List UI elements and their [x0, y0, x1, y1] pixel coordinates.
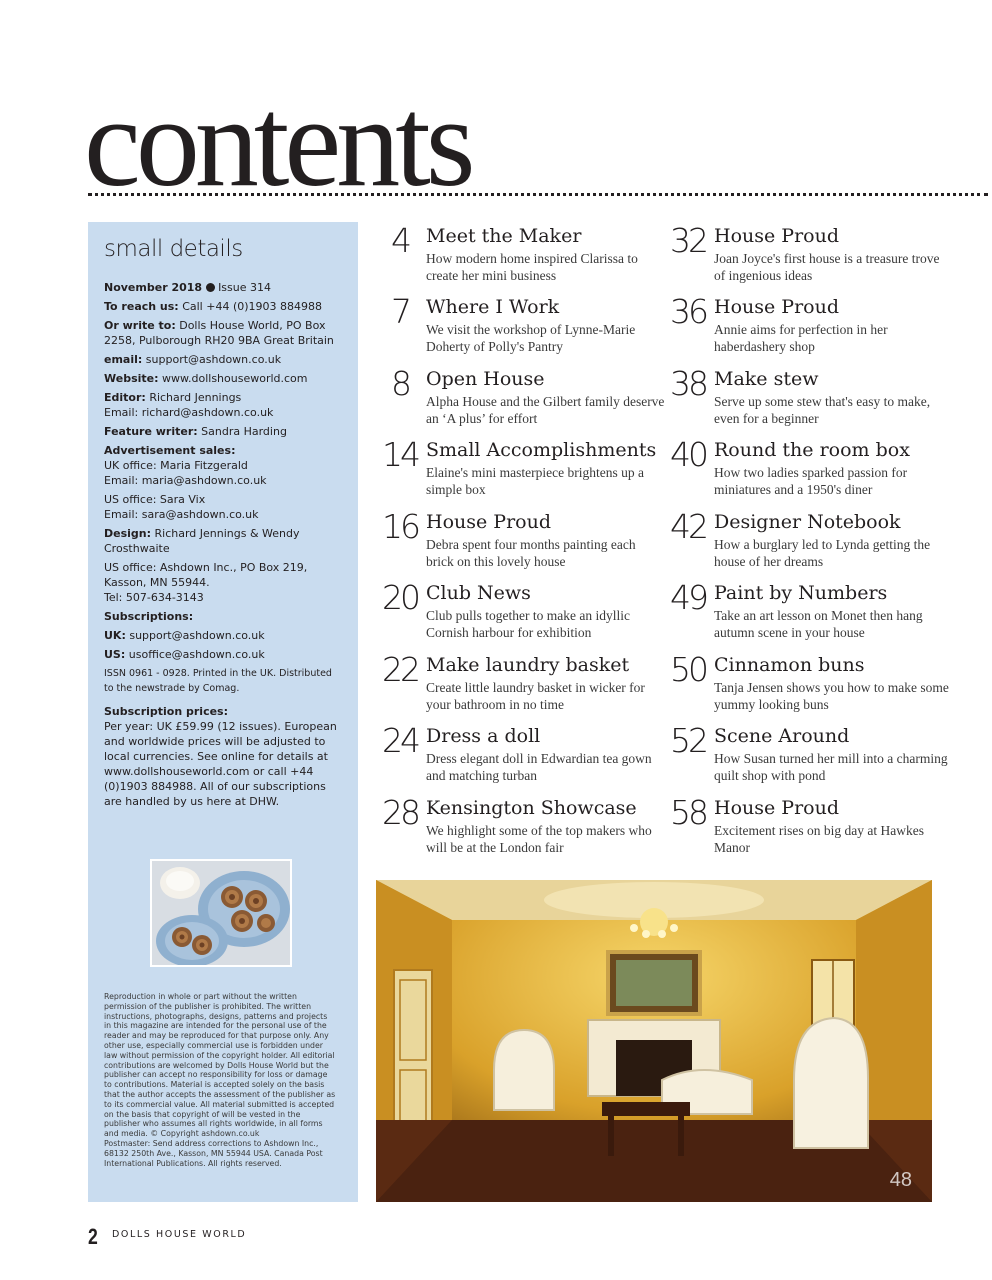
feature-line: [104, 424, 344, 439]
sidebar-details: [104, 280, 344, 813]
buns-illustration: [152, 861, 292, 967]
subs-heading: [104, 609, 344, 624]
contents-entry[interactable]: [664, 435, 954, 504]
contents-entry[interactable]: [376, 292, 666, 361]
design-line: [104, 526, 344, 556]
feature-writer: Sandra Harding: [201, 425, 287, 438]
design-label: Design:: [104, 527, 152, 540]
small-details-panel: [88, 222, 358, 1202]
contents-entry[interactable]: [376, 650, 666, 719]
reach-label: To reach us:: [104, 300, 179, 313]
entry-title[interactable]: Meet the Maker: [426, 225, 582, 247]
subs-us-email[interactable]: usoffice@ashdown.co.uk: [128, 648, 265, 661]
subs-us-line: [104, 647, 344, 662]
issn-line: [104, 666, 344, 696]
entry-description: Serve up some stew that's easy to make, even for a beginner: [714, 394, 931, 426]
bullet-icon: [206, 283, 215, 292]
feature-label: Feature writer:: [104, 425, 198, 438]
entry-description: Dress elegant doll in Edwardian tea gown and matching turban: [426, 751, 652, 783]
contents-entry[interactable]: [376, 793, 666, 862]
contents-entry[interactable]: [376, 364, 666, 433]
us-address: US office: Ashdown Inc., PO Box 219, Kasson, MN 55944.: [104, 561, 308, 589]
entry-page-number: 28: [382, 793, 418, 832]
per-year-label: Per year:: [104, 720, 154, 733]
postmaster-text: Postmaster: Send address corrections to Ashdown Inc., 68132 250th Ave., Kasson, MN 55944 USA. Canada Post International Publications. All rights reserved.: [104, 1138, 323, 1168]
entry-page-number: 36: [670, 292, 706, 331]
uk-email[interactable]: Email: maria@ashdown.co.uk: [104, 474, 267, 487]
write-label: Or write to:: [104, 319, 176, 332]
subs-uk-email[interactable]: support@ashdown.co.uk: [129, 629, 265, 642]
editor-label: Editor:: [104, 391, 146, 404]
entry-description: Take an art lesson on Monet then hang autumn scene in your house: [714, 608, 923, 640]
us-office: US office: Sara Vix: [104, 493, 206, 506]
magazine-name: DOLLS HOUSE WORLD: [112, 1229, 247, 1240]
postal-address: Dolls House World, PO Box 2258, Pulborough RH20 9BA Great Britain: [104, 319, 334, 347]
entry-page-number: 16: [382, 507, 418, 546]
entry-description: How two ladies sparked passion for miniatures and a 1950's diner: [714, 465, 908, 497]
entry-page-number: 22: [382, 650, 418, 689]
entry-description: We highlight some of the top makers who will be at the London fair: [426, 823, 652, 855]
entry-title[interactable]: Dress a doll: [426, 725, 541, 747]
contents-entry[interactable]: [376, 507, 666, 576]
entry-title[interactable]: Kensington Showcase: [426, 797, 637, 819]
contents-entry[interactable]: [664, 793, 954, 862]
entry-page-number: 42: [670, 507, 706, 546]
subs-label: Subscriptions:: [104, 610, 194, 623]
issue-number: Issue 314: [218, 281, 271, 294]
editor-email[interactable]: Email: richard@ashdown.co.uk: [104, 406, 274, 419]
drawing-room-illustration: [376, 880, 932, 1202]
email-label: email:: [104, 353, 143, 366]
legal-notice: [104, 992, 336, 1168]
entry-title[interactable]: House Proud: [426, 511, 551, 533]
contents-entry[interactable]: [664, 364, 954, 433]
subs-us-label: US:: [104, 648, 126, 661]
sidebar-heading: small details: [104, 236, 243, 262]
contents-entry[interactable]: [376, 721, 666, 790]
contents-entry[interactable]: [376, 221, 666, 290]
us-ads-block: [104, 492, 344, 522]
entry-description: Annie aims for perfection in her haberdashery shop: [714, 322, 888, 354]
entry-description: Excitement rises on big day at Hawkes Manor: [714, 823, 924, 855]
entry-title[interactable]: Make laundry basket: [426, 654, 630, 676]
entry-title[interactable]: Make stew: [714, 368, 819, 390]
ads-label: Advertisement sales:: [104, 444, 236, 457]
entry-description: How Susan turned her mill into a charming quilt shop with pond: [714, 751, 948, 783]
email-line: [104, 352, 344, 367]
entry-page-number: 20: [382, 578, 418, 617]
us-address-block: [104, 560, 344, 605]
reach-phone: Call +44 (0)1903 884988: [182, 300, 323, 313]
issn: ISSN 0961 - 0928.: [104, 668, 190, 679]
entry-page-number: 49: [670, 578, 706, 617]
ads-block: [104, 443, 344, 488]
entry-description: Create little laundry basket in wicker for your bathroom in no time: [426, 680, 645, 712]
subs-uk-label: UK:: [104, 629, 126, 642]
reach-line: [104, 299, 344, 314]
title-divider: [88, 193, 988, 196]
entry-description: Joan Joyce's first house is a treasure trove of ingenious ideas: [714, 251, 940, 283]
us-email[interactable]: Email: sara@ashdown.co.uk: [104, 508, 259, 521]
copyright-text: Reproduction in whole or part without the written permission of the publisher is prohibited. The written instructions, photographs, designs, patterns and projects in this magazine are intended for the personal use of the reader and may be reproduced for that purpose only. Any other use, especially commercial use is forbidden under law without permission of the copyright holder. All editorial contributions are welcomed by Dolls House World but the publisher can accept no responsibility for loss or damage to contributions. Material is accepted solely on the basis that the author accepts the assessment of the publisher as to its commercial value. All material submitted is accepted on the basis that copyright of will be vested in the publisher who assumes all rights worldwide, in all forms and media. © Copyright ashdown.co.uk: [104, 992, 336, 1139]
entry-description: Club pulls together to make an idyllic Cornish harbour for exhibition: [426, 608, 630, 640]
contents-entry[interactable]: [664, 507, 954, 576]
entry-description: Elaine's mini masterpiece brightens up a simple box: [426, 465, 644, 497]
entry-page-number: 52: [670, 721, 706, 760]
page-number: 2: [88, 1224, 98, 1249]
editor-name: Richard Jennings: [149, 391, 242, 404]
entry-page-number: 24: [382, 721, 418, 760]
issue-line: [104, 280, 344, 295]
contents-entry[interactable]: [376, 578, 666, 647]
prices-label: Subscription prices:: [104, 705, 229, 718]
entry-page-number: 7: [391, 292, 409, 331]
entry-description: We visit the workshop of Lynne-Marie Doherty of Polly's Pantry: [426, 322, 636, 354]
entry-page-number: 14: [382, 435, 418, 474]
entry-title[interactable]: House Proud: [714, 296, 839, 318]
entry-page-number: 38: [670, 364, 706, 403]
room-box-photo: [376, 880, 932, 1202]
entry-title[interactable]: House Proud: [714, 225, 839, 247]
contents-entry[interactable]: [664, 578, 954, 647]
entry-description: Debra spent four months painting each brick on this lovely house: [426, 537, 636, 569]
entry-title[interactable]: Club News: [426, 582, 531, 604]
website-line: [104, 371, 344, 386]
subs-uk-line: [104, 628, 344, 643]
prices-text: UK £59.99 (12 issues). European and worldwide prices will be adjusted to local currencies. See online for details at www.dollshouseworld.com or call +44 (0)1903 884988. All of our subscriptions are handled by us here at DHW.: [104, 720, 337, 808]
entry-title[interactable]: Paint by Numbers: [714, 582, 888, 604]
entry-page-number: 58: [670, 793, 706, 832]
contents-entry[interactable]: [664, 650, 954, 719]
us-tel: Tel: 507-634-3143: [104, 591, 204, 604]
page-title: contents: [84, 71, 471, 213]
entry-title[interactable]: Open House: [426, 368, 545, 390]
entry-page-number: 32: [670, 221, 706, 260]
cinnamon-buns-thumbnail: [150, 859, 292, 967]
entry-description: Tanja Jensen shows you how to make some yummy looking buns: [714, 680, 949, 712]
uk-office: UK office: Maria Fitzgerald: [104, 459, 248, 472]
entry-title[interactable]: House Proud: [714, 797, 839, 819]
entry-page-number: 50: [670, 650, 706, 689]
designers: Richard Jennings & Wendy Crosthwaite: [104, 527, 300, 555]
entry-description: How modern home inspired Clarissa to create her mini business: [426, 251, 638, 283]
contents-entry[interactable]: [664, 721, 954, 790]
entry-description: How a burglary led to Lynda getting the house of her dreams: [714, 537, 931, 569]
contents-entry[interactable]: [664, 292, 954, 361]
editor-line: [104, 390, 344, 420]
entry-title[interactable]: Where I Work: [426, 296, 560, 318]
contents-entry[interactable]: [376, 435, 666, 504]
entry-page-number: 4: [391, 221, 409, 260]
photo-page-ref: 48: [889, 1169, 912, 1191]
support-email[interactable]: support@ashdown.co.uk: [145, 353, 282, 366]
entry-title[interactable]: Cinnamon buns: [714, 654, 865, 676]
write-line: [104, 318, 344, 348]
entry-page-number: 40: [670, 435, 706, 474]
website-link[interactable]: www.dollshouseworld.com: [162, 372, 308, 385]
entry-title[interactable]: Designer Notebook: [714, 511, 901, 533]
entry-description: Alpha House and the Gilbert family deserve an ‘A plus’ for effort: [426, 394, 665, 426]
issue-date: November 2018: [104, 281, 203, 294]
contents-entry[interactable]: [664, 221, 954, 290]
entry-page-number: 8: [391, 364, 409, 403]
printed-note: Printed in the UK. Distributed to the newstrade by Comag.: [104, 668, 332, 694]
entry-title[interactable]: Round the room box: [714, 439, 910, 461]
entry-title[interactable]: Scene Around: [714, 725, 850, 747]
prices-block: [104, 704, 344, 809]
website-label: Website:: [104, 372, 159, 385]
entry-title[interactable]: Small Accomplishments: [426, 439, 657, 461]
